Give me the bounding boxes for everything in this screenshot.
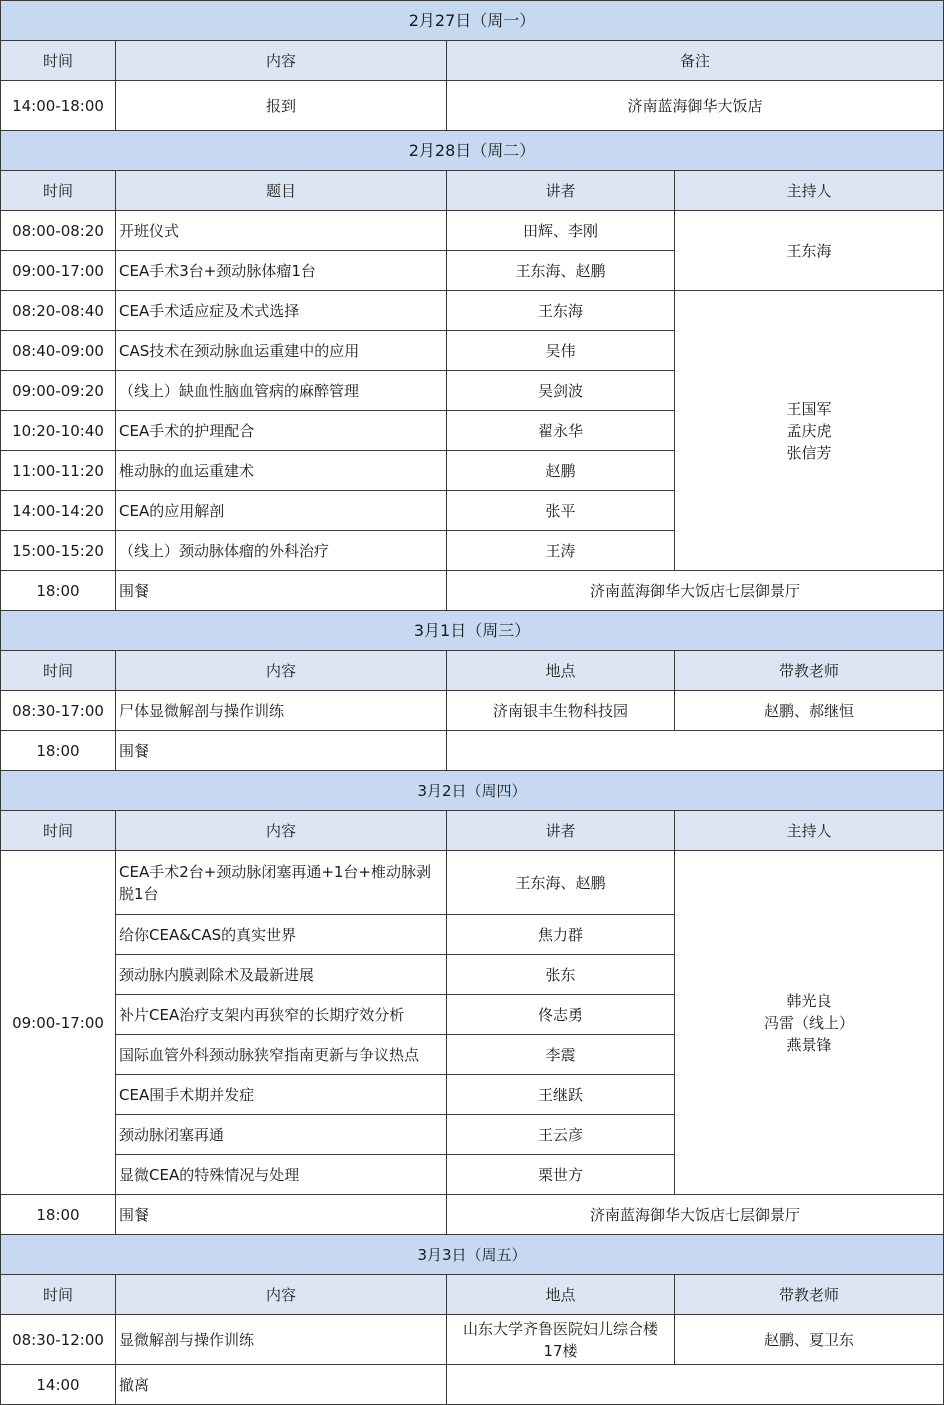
cell-speaker: 张东 [447,955,675,995]
cell-speaker: 王东海、赵鹏 [447,251,675,291]
cell-host: 王东海 [675,211,944,291]
header-content: 内容 [116,651,447,691]
host-name: 张信芳 [786,443,832,462]
place-line: 17楼 [543,1341,578,1360]
header-topic: 题目 [116,171,447,211]
cell-time: 10:20-10:40 [1,411,116,451]
cell-time: 09:00-17:00 [1,851,116,1195]
cell-topic: CEA的应用解剖 [116,491,447,531]
day4-title: 3月2日（周四） [1,771,944,811]
cell-speaker: 王东海、赵鹏 [447,851,675,915]
cell-topic: 显微CEA的特殊情况与处理 [116,1155,447,1195]
cell-time: 18:00 [1,571,116,611]
header-content: 内容 [116,41,447,81]
cell-speaker: 王涛 [447,531,675,571]
cell-topic: 国际血管外科颈动脉狭窄指南更新与争议热点 [116,1035,447,1075]
header-place: 地点 [447,651,675,691]
cell-speaker: 田辉、李刚 [447,211,675,251]
header-place: 地点 [447,1275,675,1315]
cell-empty [447,731,944,771]
cell-content: 尸体显微解剖与操作训练 [116,691,447,731]
header-content: 内容 [116,1275,447,1315]
cell-time: 18:00 [1,731,116,771]
header-teacher: 带教老师 [675,1275,944,1315]
cell-teacher: 赵鹏、夏卫东 [675,1315,944,1365]
cell-content: 围餐 [116,731,447,771]
cell-speaker: 张平 [447,491,675,531]
cell-hosts [675,851,944,1195]
cell-teacher: 赵鹏、郝继恒 [675,691,944,731]
day3-title: 3月1日（周三） [1,611,944,651]
cell-place: 济南蓝海御华大饭店七层御景厅 [447,571,944,611]
header-time: 时间 [1,1275,116,1315]
cell-content: 围餐 [116,1195,447,1235]
cell-time: 08:30-17:00 [1,691,116,731]
cell-content: 围餐 [116,571,447,611]
cell-topic: 开班仪式 [116,211,447,251]
cell-time: 15:00-15:20 [1,531,116,571]
cell-speaker: 吴剑波 [447,371,675,411]
cell-topic: 给你CEA&CAS的真实世界 [116,915,447,955]
cell-topic: CEA手术3台+颈动脉体瘤1台 [116,251,447,291]
cell-topic: （线上）颈动脉体瘤的外科治疗 [116,531,447,571]
cell-content: 撤离 [116,1365,447,1405]
header-time: 时间 [1,811,116,851]
cell-speaker: 吴伟 [447,331,675,371]
header-content: 内容 [116,811,447,851]
cell-topic: CEA手术的护理配合 [116,411,447,451]
header-teacher: 带教老师 [675,651,944,691]
header-host: 主持人 [675,171,944,211]
day2-title: 2月28日（周二） [1,131,944,171]
cell-time: 14:00 [1,1365,116,1405]
cell-note: 济南蓝海御华大饭店 [447,81,944,131]
cell-topic: CEA手术适应症及术式选择 [116,291,447,331]
cell-speaker: 佟志勇 [447,995,675,1035]
cell-speaker: 赵鹏 [447,451,675,491]
cell-speaker: 焦力群 [447,915,675,955]
cell-time: 14:00-18:00 [1,81,116,131]
cell-place: 济南蓝海御华大饭店七层御景厅 [447,1195,944,1235]
cell-topic: CEA手术2台+颈动脉闭塞再通+1台+椎动脉剥脱1台 [116,851,447,915]
cell-content: 报到 [116,81,447,131]
cell-topic: 椎动脉的血运重建术 [116,451,447,491]
host-name: 冯雷（线上） [764,1013,855,1032]
cell-content: 显微解剖与操作训练 [116,1315,447,1365]
cell-speaker: 翟永华 [447,411,675,451]
cell-time: 09:00-09:20 [1,371,116,411]
cell-time: 18:00 [1,1195,116,1235]
header-time: 时间 [1,651,116,691]
cell-speaker: 栗世方 [447,1155,675,1195]
header-time: 时间 [1,171,116,211]
cell-empty [447,1365,944,1405]
day1-title: 2月27日（周一） [1,1,944,41]
cell-time: 08:00-08:20 [1,211,116,251]
header-speaker: 讲者 [447,171,675,211]
host-name: 王国军 [786,399,832,418]
cell-speaker: 王云彦 [447,1115,675,1155]
cell-speaker: 王继跃 [447,1075,675,1115]
header-note: 备注 [447,41,944,81]
cell-time: 08:30-12:00 [1,1315,116,1365]
cell-topic: （线上）缺血性脑血管病的麻醉管理 [116,371,447,411]
header-speaker: 讲者 [447,811,675,851]
cell-time: 08:40-09:00 [1,331,116,371]
cell-topic: 颈动脉内膜剥除术及最新进展 [116,955,447,995]
cell-speaker: 李震 [447,1035,675,1075]
cell-topic: CAS技术在颈动脉血运重建中的应用 [116,331,447,371]
cell-time: 08:20-08:40 [1,291,116,331]
header-host: 主持人 [675,811,944,851]
cell-place: 济南银丰生物科技园 [447,691,675,731]
cell-speaker: 王东海 [447,291,675,331]
host-name: 燕景锋 [786,1035,832,1054]
host-name: 韩光良 [786,991,832,1010]
day5-title: 3月3日（周五） [1,1235,944,1275]
cell-hosts [675,291,944,571]
cell-time: 11:00-11:20 [1,451,116,491]
cell-topic: CEA围手术期并发症 [116,1075,447,1115]
header-time: 时间 [1,41,116,81]
host-name: 孟庆虎 [786,421,832,440]
cell-time: 09:00-17:00 [1,251,116,291]
cell-topic: 补片CEA治疗支架内再狭窄的长期疗效分析 [116,995,447,1035]
cell-place [447,1315,675,1365]
cell-time: 14:00-14:20 [1,491,116,531]
cell-topic: 颈动脉闭塞再通 [116,1115,447,1155]
place-line: 山东大学齐鲁医院妇儿综合楼 [462,1319,658,1338]
